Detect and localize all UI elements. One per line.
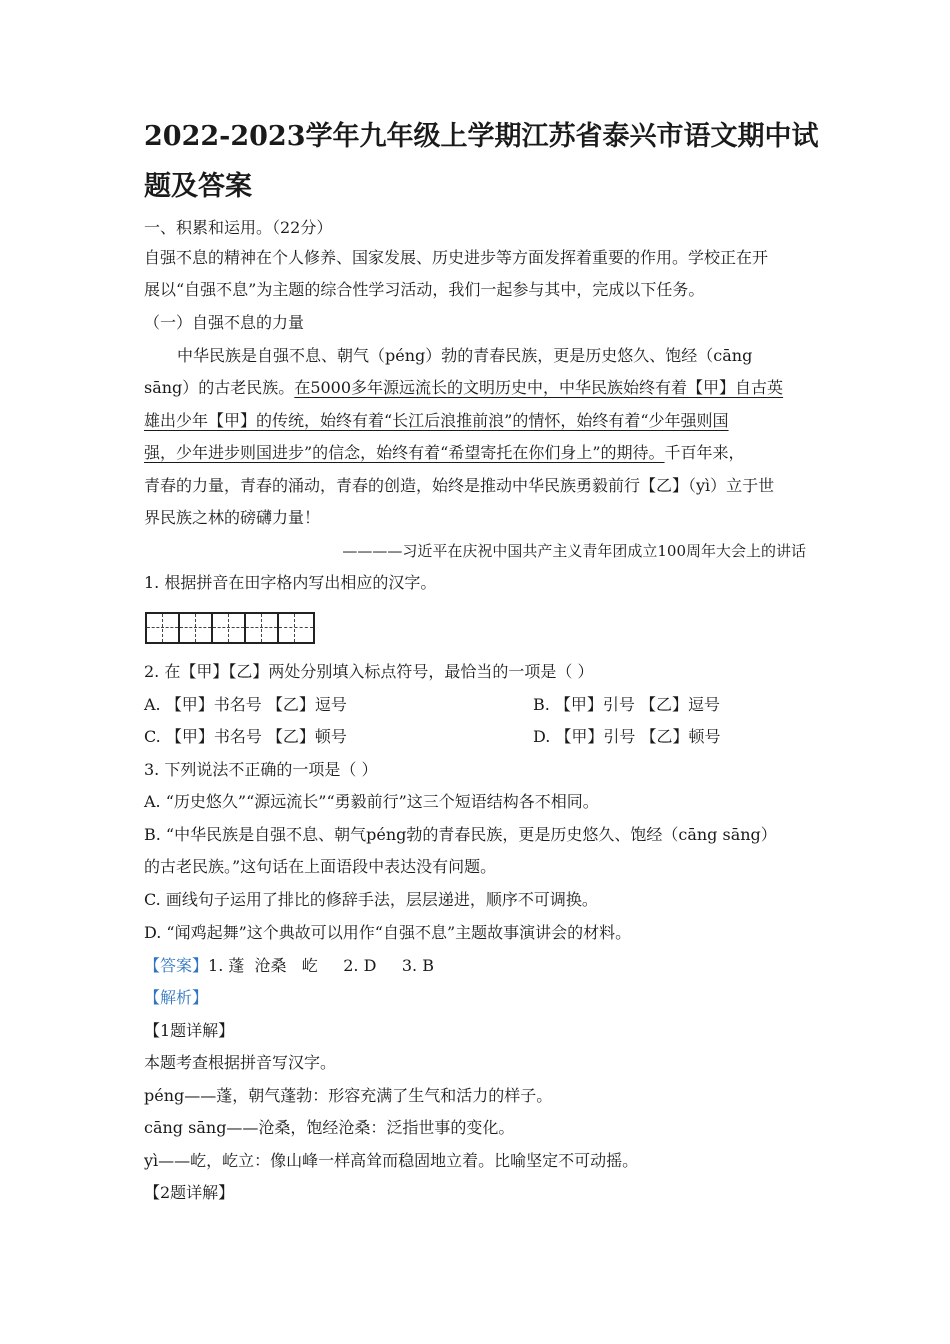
analysis-label: 【解析】: [144, 988, 209, 1007]
document-title: 2022-2023学年九年级上学期江苏省泰兴市语文期中试题及答案: [144, 121, 819, 202]
q3-option-c: C. 画线句子运用了排比的修辞手法，层层递进，顺序不可调换。: [144, 890, 598, 909]
detail-1-line-2: péng——蓬，朝气蓬勃：形容充满了生气和活力的样子。: [144, 1086, 553, 1105]
q2-option-b: B. 【甲】引号 【乙】逗号: [533, 695, 721, 714]
grid-cell: [279, 614, 313, 642]
answer-line: [144, 950, 434, 982]
q3-option-a: A. “历史悠久”“源远流长”“勇毅前行”这三个短语结构各不相同。: [144, 792, 599, 811]
answer-text: 1. 蓬 沧桑 屹 2. D 3. B: [208, 956, 434, 975]
intro-line-2: 展以“自强不息”为主题的综合性学习活动，我们一起参与其中，完成以下任务。: [144, 280, 705, 299]
intro-line-1: 自强不息的精神在个人修养、国家发展、历史进步等方面发挥着重要的作用。学校正在开: [144, 248, 769, 267]
tianzige-grid: [145, 612, 315, 644]
detail-1-line-4: yì——屹，屹立：像山峰一样高耸而稳固地立着。比喻坚定不可动摇。: [144, 1151, 639, 1170]
q2-option-c: C. 【甲】书名号 【乙】顿号: [144, 727, 347, 746]
question-3: 3. 下列说法不正确的一项是（ ）: [144, 760, 378, 779]
passage-line-1: 中华民族是自强不息、朝气（péng）勃的青春民族，更是历史悠久、饱经（cāng: [177, 346, 753, 365]
passage-line-6: 界民族之林的磅礴力量！: [144, 508, 321, 527]
question-1: 1. 根据拼音在田字格内写出相应的汉字。: [144, 573, 437, 592]
q3-option-b-line-2: 的古老民族。”这句话在上面语段中表达没有问题。: [144, 857, 497, 876]
q3-option-d: D. “闻鸡起舞”这个典故可以用作“自强不息”主题故事演讲会的材料。: [144, 923, 632, 942]
q3-option-b-line-1: B. “中华民族是自强不息、朝气péng勃的青春民族，更是历史悠久、饱经（cāng sāng）: [144, 825, 777, 844]
grid-cell: [213, 614, 246, 642]
grid-cell: [147, 614, 180, 642]
section-heading: 一、积累和运用。（22分）: [144, 218, 333, 237]
grid-cell: [246, 614, 279, 642]
passage-line-3: 雄出少年【甲】的传统，始终有着“长江后浪推前浪”的情怀，始终有着“少年强则国: [144, 411, 729, 430]
passage-text: 千百年来，: [664, 443, 745, 462]
detail-1-heading: 【1题详解】: [144, 1021, 235, 1040]
passage-line-2: [144, 372, 783, 404]
passage-text: sāng）的古老民族。: [144, 378, 295, 397]
passage-line-5: 青春的力量，青春的涌动，青春的创造，始终是推动中华民族勇毅前行【乙】（yì）立于世: [144, 476, 775, 495]
passage-line-4: [144, 437, 745, 469]
detail-2-heading: 【2题详解】: [144, 1183, 235, 1202]
question-2: 2. 在【甲】【乙】两处分别填入标点符号，最恰当的一项是（ ）: [144, 662, 594, 681]
detail-1-line-3: cāng sāng——沧桑，饱经沧桑：泛指世事的变化。: [144, 1118, 515, 1137]
answer-label: 【答案】: [144, 956, 209, 975]
subsection-heading: （一）自强不息的力量: [144, 313, 305, 332]
detail-1-line-1: 本题考查根据拼音写汉字。: [144, 1053, 337, 1072]
underlined-sentence: 在5000多年源远流长的文明历史中，中华民族始终有着【甲】自古英: [294, 378, 784, 397]
underlined-sentence-end: 强，少年进步则国进步”的信念，始终有着“希望寄托在你们身上”的期待。: [144, 443, 665, 462]
passage-source: ————习近平在庆祝中国共产主义青年团成立100周年大会上的讲话: [342, 542, 806, 560]
grid-cell: [180, 614, 213, 642]
q2-option-a: A. 【甲】书名号 【乙】逗号: [144, 695, 347, 714]
q2-option-d: D. 【甲】引号 【乙】顿号: [533, 727, 721, 746]
